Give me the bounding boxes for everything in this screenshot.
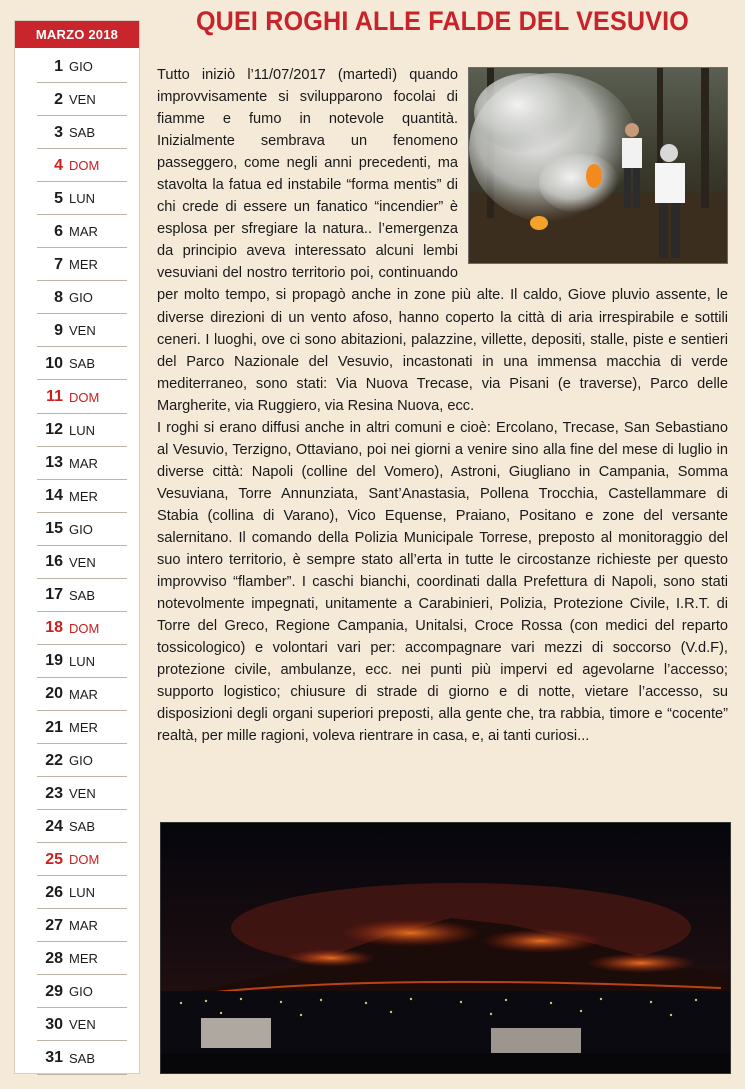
calendar-day-row	[15, 678, 139, 711]
paragraph-1: Tutto iniziò l’11/07/2017 (martedì) quando improvvisamente si svilupparono focolai di fiamme e fumo in notevole quantità. Inizialmente sembrava un fenomeno passeggero, come negli anni precedenti, ma stavolta la fatua ed instabile “forma mentis” di chi crede di essere un fanatico “incendier” è esplosa per sfregiare la natura.. l’emergenza da principio aveva interessato alcuni lembi vesuviani del nostro territorio poi, continuando per molto tempo, si propagò anche in zone più alte. Il caldo, Giove pluvio assente, le diverse direzioni di un vento afoso, hanno coperto la città di aria irrespirabile e sottili ceneri. I luoghi, ove ci sono abitazioni, palazzine, villette, depositi, stalle, piste e sentieri del Parco Nazionale del Vesuvio, incastonati in una immensa macchia di verde mediterraneo, sono stati: Via Nuova Trecase, via Pisani (e traverse), Parco delle Margherite, via Ruggiero, via Resina Nuova, ecc.	[157, 67, 728, 414]
calendar-day-row	[15, 711, 139, 744]
calendar-strip	[14, 20, 140, 1074]
calendar-day-row	[15, 513, 139, 546]
day-number: 24	[45, 817, 63, 835]
weekday-name: LUN	[69, 885, 96, 901]
weekday-name: SAB	[69, 587, 96, 603]
paragraph-2: I roghi si erano diffusi anche in altri comuni e cioè: Ercolano, Trecase, San Sebastiano al Vesuvio, Terzigno, Ottaviano, poi nei giorni a venire sino alla fine del mese di luglio in diverse città: Napoli (colline del Vomero), Astroni, Giugliano in Campania, Somma Vesuviana, Torre Annunziata, Sant’Anastasia, Pollena Trocchia, Castellammare di Stabia (collina di Varano), Vico Equense, Praiano, Positano e zone del versante salernitano. Il comando della Polizia Municipale Torrese, preposto al monitoraggio del suo intero territorio, è sempre stato all’erta in tutte le circostanze richieste per questo improvviso “flamber”. I caschi bianchi, coordinati dalla Prefettura di Napoli, sono stati notevolmente impegnati, unitamente a Carabinieri, Polizia, Protezione Civile, I.R.T. di Torre del Greco, Regione Campania, Unitalsi, Croce Rossa (con medici del reparto tossicologico) e volontari vari per: accompagnare vari mezzi di soccorso (V.d.F), protezione civile, ambulanze, ecc. nei punti più impervi ed agevolarne l’accesso; supporto logistico; chiusure di strade di giorno e di notte, vietare l’accesso, su disposizioni degli organi superiori preposti, alla gente che, tra rabbia, timore e “cocente” realtà, per mille ragioni, voleva rientrare in casa, e, ai tanti curiosi...	[157, 419, 728, 745]
article-title: QUEI ROGHI ALLE FALDE DEL VESUVIO	[195, 6, 690, 36]
calendar-day-row	[15, 50, 139, 83]
day-number: 5	[54, 189, 63, 207]
day-number: 25	[45, 850, 63, 868]
weekday-name: MER	[69, 488, 98, 504]
day-number: 18	[45, 619, 63, 637]
calendar-day-row	[15, 1008, 139, 1041]
day-number: 6	[54, 222, 63, 240]
weekday-name: VEN	[69, 554, 96, 570]
day-number: 9	[54, 321, 63, 339]
calendar-day-row	[15, 612, 139, 645]
calendar-day-row	[15, 83, 139, 116]
day-number: 13	[45, 454, 63, 472]
calendar-header: MARZO 2018	[15, 21, 139, 48]
day-number: 23	[45, 784, 63, 802]
weekday-name: SAB	[69, 1050, 96, 1066]
calendar-day-row	[15, 843, 139, 876]
day-number: 11	[46, 388, 63, 405]
day-number: 20	[45, 685, 63, 703]
calendar-day-row	[15, 149, 139, 182]
weekday-name: LUN	[69, 653, 96, 669]
weekday-name: GIO	[69, 753, 93, 769]
day-number: 31	[45, 1049, 63, 1066]
day-number: 4	[54, 156, 63, 174]
day-number: 10	[45, 354, 63, 372]
weekday-name: VEN	[69, 92, 96, 108]
row-divider	[37, 1074, 127, 1075]
weekday-name: VEN	[69, 1017, 96, 1033]
calendar-day-row	[15, 546, 139, 579]
weekday-name: MAR	[69, 455, 98, 471]
calendar-day-row	[15, 909, 139, 942]
calendar-day-row	[15, 116, 139, 149]
vesuvius-fire-night-photo	[160, 822, 731, 1074]
day-number: 28	[45, 949, 63, 967]
calendar-day-row	[15, 810, 139, 843]
weekday-name: DOM	[69, 158, 100, 174]
day-number: 14	[45, 487, 63, 505]
weekday-name: MAR	[69, 224, 98, 240]
weekday-name: VEN	[69, 786, 96, 802]
calendar-day-row	[15, 1042, 139, 1075]
weekday-name: MAR	[69, 686, 98, 702]
day-number: 21	[45, 718, 63, 736]
calendar-day-row	[15, 314, 139, 347]
calendar-day-row	[15, 942, 139, 975]
calendar-day-row	[15, 414, 139, 447]
weekday-name: DOM	[69, 852, 100, 868]
day-number: 27	[45, 916, 63, 934]
weekday-name: GIO	[69, 521, 93, 537]
day-number: 1	[54, 57, 63, 75]
weekday-name: DOM	[69, 620, 100, 636]
day-number: 16	[45, 553, 63, 571]
day-number: 30	[45, 1015, 63, 1033]
day-number: 17	[45, 586, 63, 604]
weekday-name: MER	[69, 257, 98, 273]
firefighters-photo	[468, 67, 728, 264]
calendar-day-row	[15, 281, 139, 314]
calendar-day-row	[15, 645, 139, 678]
calendar-day-row	[15, 447, 139, 480]
calendar-day-row	[15, 579, 139, 612]
weekday-name: SAB	[69, 125, 96, 141]
calendar-day-row	[15, 381, 139, 414]
day-number: 12	[45, 421, 63, 439]
weekday-name: SAB	[69, 356, 96, 372]
weekday-name: MAR	[69, 918, 98, 934]
day-number: 19	[45, 652, 63, 670]
calendar-day-row	[15, 744, 139, 777]
calendar-day-row	[15, 876, 139, 909]
weekday-name: SAB	[69, 819, 96, 835]
calendar-day-row	[15, 215, 139, 248]
day-number: 26	[45, 883, 63, 901]
calendar-day-row	[15, 347, 139, 380]
weekday-name: GIO	[69, 290, 93, 306]
weekday-name: LUN	[69, 422, 96, 438]
weekday-name: LUN	[69, 191, 96, 207]
calendar-day-row	[15, 248, 139, 281]
day-number: 2	[54, 90, 63, 108]
day-number: 29	[45, 982, 63, 1000]
weekday-name: GIO	[69, 984, 93, 1000]
day-number: 22	[45, 751, 63, 769]
calendar-day-row	[15, 182, 139, 215]
weekday-name: VEN	[69, 323, 96, 339]
calendar-day-row	[15, 777, 139, 810]
calendar-day-row	[15, 480, 139, 513]
weekday-name: DOM	[69, 389, 100, 405]
day-number: 15	[45, 520, 63, 538]
day-number: 8	[54, 288, 63, 306]
day-number: 3	[54, 123, 63, 141]
weekday-name: GIO	[69, 59, 93, 74]
weekday-name: MER	[69, 720, 98, 735]
article-body	[157, 64, 728, 747]
day-number: 7	[54, 255, 63, 273]
calendar-day-row	[15, 975, 139, 1008]
weekday-name: MER	[69, 951, 98, 967]
